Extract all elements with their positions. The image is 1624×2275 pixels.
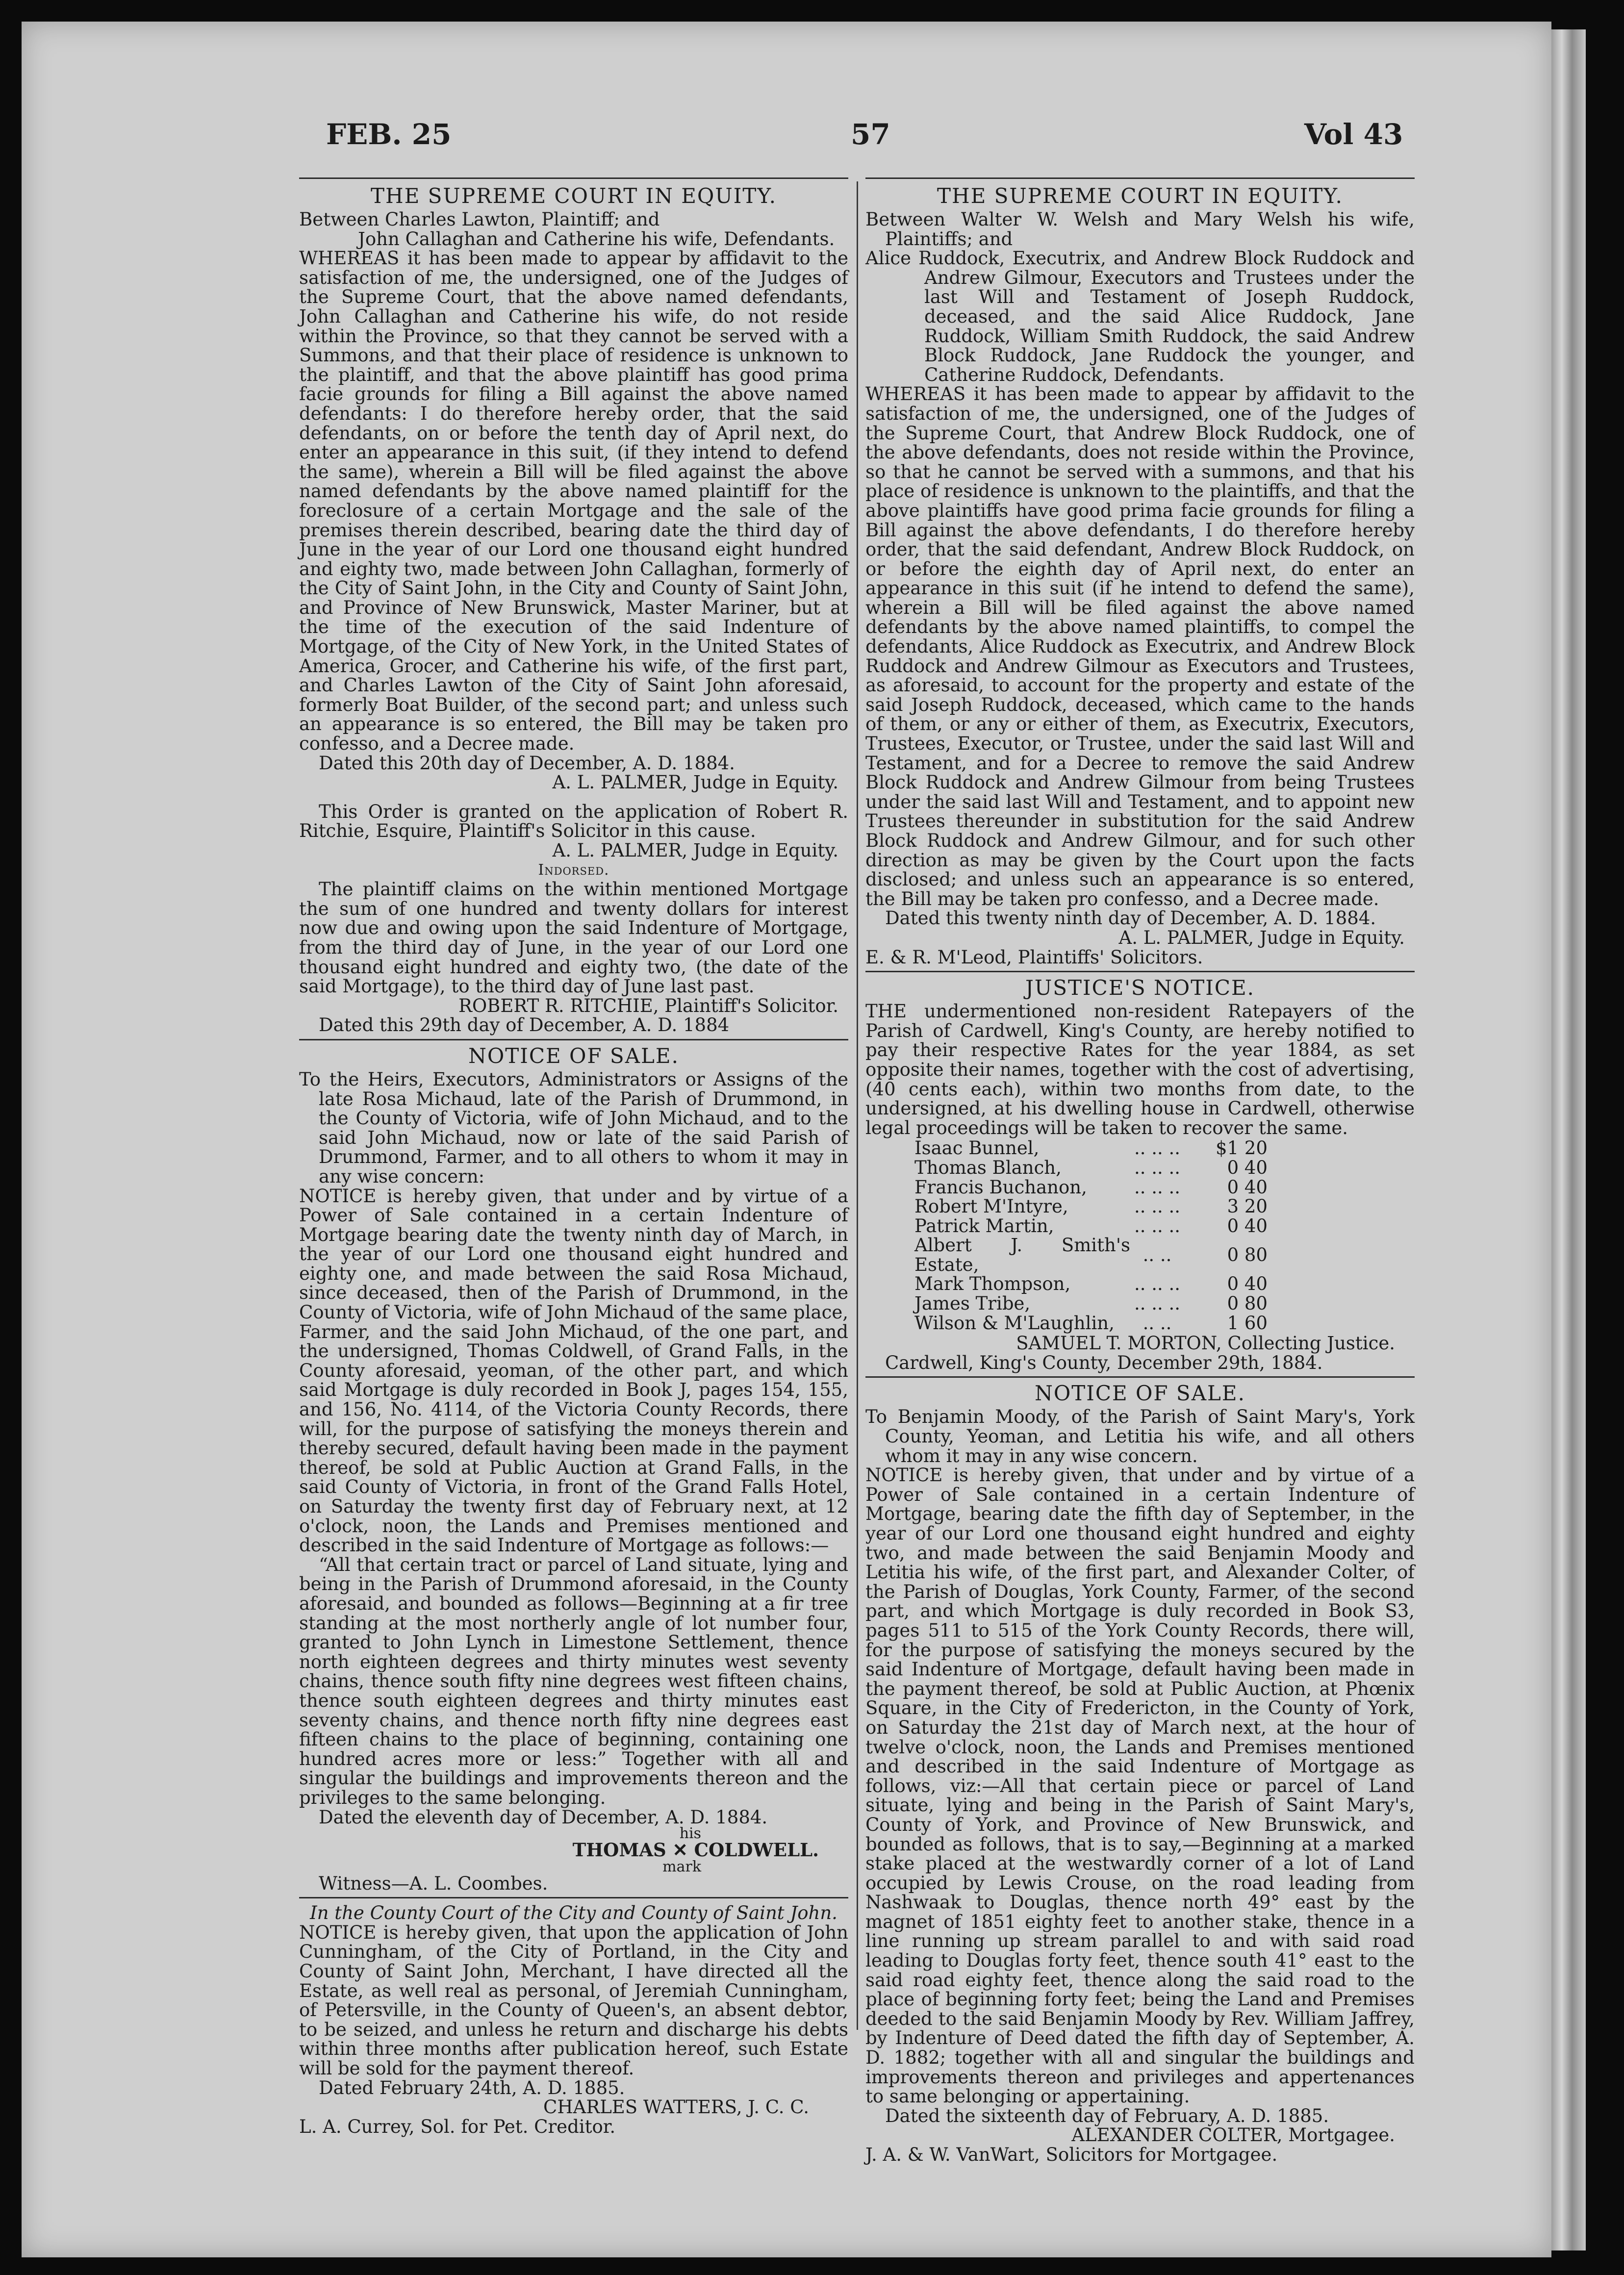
leader-dots: .. .. .. [1134,1176,1181,1198]
notice-title: JUSTICE'S NOTICE. [1025,976,1255,1000]
divider [865,1376,1415,1378]
parties-plaintiffs: Between Walter W. Welsh and Mary Welsh his wife, Plaintiffs; and [865,209,1415,250]
leader-dots: .. .. .. [1134,1293,1181,1314]
notice-addressees: To Benjamin Moody, of the Parish of Saint Mary's, York County, Yeoman, and Letitia his wife, and all others whom it may in any wise concern. [865,1406,1415,1466]
notice-supreme-court-welsh [865,185,1415,967]
left-column [299,185,848,2136]
divider [299,1897,848,1898]
notice-title: In the County Court of the City and County of Saint John. [310,1902,837,1924]
table-row [914,1197,1268,1216]
leader-dots: .. .. .. [1134,1157,1181,1178]
divider [299,1039,848,1040]
rate-amount: $1 20 [1216,1138,1268,1159]
notice-dated-2: Dated this 29th day of December, A. D. 1884 [319,1014,730,1036]
ratepayer-name: Francis Buchanon, [914,1176,1087,1198]
page-edge [1551,29,1586,2250]
parties-defendants: John Callaghan and Catherine his wife, Defendants. [358,228,835,250]
ratepayer-name: Robert M'Intyre, [914,1196,1068,1217]
notice-addressees: To the Heirs, Executors, Administrators or Assigns of the late Rosa Michaud, late of the Parish of Drummond, in the County of Victoria, wife of John Michaud, and to the said John Michaud, now or late of the said Parish of Drummond, Farmer, and to all others to whom it may in any wise concern: [299,1068,848,1187]
header-rule-right [865,177,1415,179]
leader-dots: .. .. [1142,1244,1172,1266]
column-divider [857,181,858,2030]
ratepayer-name: Isaac Bunnel, [914,1138,1040,1159]
leader-dots: .. .. .. [1134,1138,1181,1159]
judge-signature: CHARLES WATTERS, J. C. C. [543,2097,809,2118]
notice-body: NOTICE is hereby given, that under and by virtue of a Power of Sale contained in a certain Indenture of Mortgage bearing date the twenty ninth day of March, in the year of our Lord one thousand eight hundred and eighty one, and made between the said Rosa Michaud, since deceased, then of the Parish of Drummond, in the County of Victoria, wife of John Michaud of the same place, Farmer, and the said John Michaud, of the one part, and the undersigned, Thomas Coldwell, of Grand Falls, in the County aforesaid, yeoman, of the other part, and which said Mortgage is duly recorded in Book J, pages 154, 155, and 156, No. 4114, of the Victoria County Records, there will, for the purpose of satisfying the moneys therein and thereby secured, default having been made in the payment thereof, be sold at Public Auction at Grand Falls, in the said County of Victoria, in front of the Grand Falls Hotel, on Saturday the twenty first day of February next, at 12 o'clock, noon, the Lands and Premises mentioned and described in the said Indenture of Mortgage as follows:— [299,1185,848,1556]
notice-title: THE SUPREME COURT IN EQUITY. [370,184,777,208]
header-rule-left [299,177,848,179]
divider [865,971,1415,972]
notice-body: NOTICE is hereby given, that under and by virtue of a Power of Sale contained in a certain Indenture of Mortgage, bearing date the fifth day of September, in the year of our Lord one thousand eight hundred and eighty two, and made between the said Benjamin Moody and Letitia his wife, of the first part, and Alexander Colter, of the Parish of Douglas, York County, Farmer, of the second part, and which Mortgage is duly recorded in Book S3, pages 511 to 515 of the York County Records, there will, for the purpose of satisfying the moneys secured by the said Indenture of Mortgage, default having been made in the payment thereof, be sold at Public Auction, at Phœnix Square, in the City of Fredericton, in the County of York, on Saturday the 21st day of March next, at the hour of twelve o'clock, noon, the Lands and Premises mentioned and described in the said Indenture of Mortgage as follows, viz:—All that certain piece or parcel of Land situate, lying and being in the Parish of Saint Mary's, County of York, and Province of New Brunswick, and bounded as follows, that is to say,—Beginning at a marked stake placed at the westwardly corner of a lot of Land occupied by Lewis Crouse, on the road leading from Nashwaak to Douglas, thence north 49° east by the magnet of 1851 eighty feet to another stake, thence in a line running up stream parallel to and with said road leading to Douglas forty feet, thence south 41° east to the said road eighty feet, thence along the said road to the place of beginning forty feet; being the Land and Premises deeded to the said Benjamin Moody by Rev. William Jaffrey, by Indenture of Deed dated the fifth day of September, A. D. 1882; together with all and singular the buildings and improvements thereon and privileges and appertenances to same belonging or appertaining. [865,1465,1415,2107]
leader-dots: .. .. .. [1134,1215,1181,1237]
ratepayer-name: Wilson & M'Laughlin, [914,1312,1115,1334]
collector-signature: SAMUEL T. MORTON, Collecting Justice. [1016,1333,1395,1354]
judge-signature: A. L. PALMER, Judge in Equity. [1118,927,1405,948]
notice-justice [865,977,1415,1372]
table-row [914,1274,1268,1294]
header-date: FEB. 25 [326,118,452,151]
notice-body: NOTICE is hereby given, that upon the application of John Cunningham, of the City of Portland, in the City and County of Saint John, Merchant, I have directed all the Estate, as well real as personal, of Jeremiah Cunningham, of Petersville, in the County of Queen's, an absent debtor, to be seized, and unless he return and discharge his debts within three months after publication hereof, such Estate will be sold for the payment thereof. [299,1921,848,2079]
his-label: his [679,1825,701,1843]
judge-signature-2: A. L. PALMER, Judge in Equity. [552,840,838,861]
solicitor-signature: ROBERT R. RITCHIE, Plaintiff's Solicitor. [458,995,838,1016]
judge-signature: A. L. PALMER, Judge in Equity. [552,772,838,793]
notice-title: THE SUPREME COURT IN EQUITY. [937,184,1344,208]
notice-of-sale-moody [865,1383,1415,2164]
land-description: “All that certain tract or parcel of Land situate, lying and being in the Parish of Drummond aforesaid, in the County aforesaid, and bounded as follows—Beginning at a fir tree standing at the most northerly angle of lot number four, granted to John Lynch in Limestone Settlement, thence north eighteen degrees and thirty minutes west seventy chains, thence south fifty nine degrees west fifteen chains, thence south eighteen degrees and thirty minutes east seventy chains, and thence north fifty nine degrees east fifteen chains to the place of beginning, containing one hundred acres more or less:” Together with all and singular the buildings and improvements thereon and the privileges to the same belonging. [299,1554,848,1808]
header-volume: Vol 43 [1304,118,1403,151]
rate-amount: 1 60 [1227,1312,1268,1334]
table-row [914,1236,1268,1274]
ratepayer-name: James Tribe, [914,1293,1031,1314]
solicitor-line: J. A. & W. VanWart, Solicitors for Mortgagee. [865,2144,1278,2165]
table-row [914,1138,1268,1158]
rate-amount: 0 40 [1227,1215,1268,1237]
header-page-number: 57 [851,118,890,151]
table-row [914,1178,1268,1197]
solicitor-line: L. A. Currey, Sol. for Pet. Creditor. [299,2116,616,2137]
witness-line: Witness—A. L. Coombes. [319,1872,548,1894]
table-row [914,1314,1268,1333]
notice-dated: Cardwell, King's County, December 29th, 1884. [885,1352,1323,1373]
notice-county-court [299,1903,848,2136]
right-column [865,185,1415,2165]
leader-dots: .. .. .. [1134,1273,1181,1295]
leader-dots: .. .. [1142,1312,1172,1334]
mortgagee-signature: ALEXANDER COLTER, Mortgagee. [1071,2124,1395,2146]
notice-dated: Dated February 24th, A. D. 1885. [319,2077,625,2098]
notice-dated: Dated this 20th day of December, A. D. 1884. [319,752,735,774]
notice-dated: Dated the sixteenth day of February, A. D. 1885. [885,2105,1329,2126]
notice-title: NOTICE OF SALE. [468,1043,679,1068]
parties-plaintiff: Between Charles Lawton, Plaintiff; and [299,209,660,230]
notice-title: NOTICE OF SALE. [1035,1381,1245,1406]
indorsed-heading: Indorsed. [538,861,609,879]
notice-body: THE undermentioned non-resident Ratepayers of the Parish of Cardwell, King's County, are hereby notified to pay their respective Rates for the year 1884, as set opposite their names, together with the cost of advertising, (40 cents each), within two months from date, to the undersigned, at his dwelling house in Cardwell, otherwise legal proceedings will be taken to recover the same. [865,1001,1415,1138]
rate-amount: 0 40 [1227,1176,1268,1198]
notice-dated: Dated this twenty ninth day of December, A. D. 1884. [885,908,1376,929]
rate-amount: 0 80 [1227,1293,1268,1314]
ratepayer-name: Albert J. Smith's Estate, [914,1235,1130,1275]
notice-body: WHEREAS it has been made to appear by affidavit to the satisfaction of me, the undersigned, one of the Judges of the Supreme Court, that Andrew Block Ruddock, one of the above defendants, does not reside within the Province, so that he cannot be served with a summons, and that his place of residence is unknown to the plaintiffs, and that the above plaintiffs have good prima facie grounds for filing a Bill against the above defendants, I do therefore hereby order, that the said defendant, Andrew Block Ruddock, on or before the eighth day of April next, do enter an appearance in this suit (if he intend to defend the same), wherein a Bill will be filed against the above named defendants by the above named plaintiffs, to compel the defendants, Alice Ruddock as Executrix, and Andrew Block Ruddock and Andrew Gilmour as Executors and Trustees, as aforesaid, to account for the property and estate of the said Joseph Ruddock, deceased, which came to the hands of them, or any or either of them, as Executrix, Executors, Trustees, Executor, or Trustee, under the said last Will and Testament, and for a Decree to remove the said Andrew Block Ruddock and Andrew Gilmour from being Trustees under the said last Will and Testament, and to appoint new Trustees thereunder in substitution for the said Andrew Block Ruddock and Andrew Gilmour, and for such other direction as may be given by the Court upon the facts disclosed; and unless such an appearance is so entered, the Bill may be taken pro confesso, and a Decree made. [865,383,1415,910]
ratepayer-table [914,1138,1268,1333]
table-row [914,1294,1268,1314]
rate-amount: 0 40 [1227,1157,1268,1178]
ratepayer-name: Patrick Martin, [914,1215,1054,1237]
rate-amount: 3 20 [1227,1196,1268,1217]
order-granted: This Order is granted on the application of Robert R. Ritchie, Esquire, Plaintiff's Solicitor in this cause. [299,801,848,842]
signer-name: THOMAS ✕ COLDWELL. [572,1839,819,1861]
rate-amount: 0 80 [1227,1244,1268,1266]
notice-of-sale-michaud [299,1045,848,1893]
leader-dots: .. .. .. [1134,1196,1181,1217]
table-row [914,1158,1268,1178]
ratepayer-name: Mark Thompson, [914,1273,1071,1295]
table-row [914,1216,1268,1236]
plaintiff-claim: The plaintiff claims on the within mentioned Mortgage the sum of one hundred and twenty dollars for interest now due and owing upon the said Indenture of Mortgage, from the third day of June, in the year of our Lord one thousand eight hundred and eighty two, (the date of the said Mortgage), to the third day of June last past. [299,879,848,997]
ratepayer-name: Thomas Blanch, [914,1157,1062,1178]
notice-dated: Dated the eleventh day of December, A. D. 1884. [319,1806,768,1828]
solicitor-line: E. & R. M'Leod, Plaintiffs' Solicitors. [865,946,1203,968]
rate-amount: 0 40 [1227,1273,1268,1295]
notice-supreme-court-lawton [299,185,848,1035]
mark-label: mark [662,1858,701,1875]
parties-defendants: Alice Ruddock, Executrix, and Andrew Block Ruddock and Andrew Gilmour, Executors and Trustees under the last Will and Testament of Joseph Ruddock, deceased, and the said Alice Ruddock, Jane Ruddock, William Smith Ruddock, the said Andrew Block Ruddock, Jane Ruddock the younger, and Catherine Ruddock, Defendants. [865,248,1415,385]
notice-body: WHEREAS it has been made to appear by affidavit to the satisfaction of me, the undersigned, one of the Judges of the Supreme Court, that the above named defendants, John Callaghan and Catherine his wife, do not reside within the Province, so that they cannot be served with a Summons, and that their place of residence is unknown to the plaintiff, and that the above plaintiff has good prima facie grounds for filing a Bill against the above named defendants: I do therefore hereby order, that the said defendants, on or before the tenth day of April next, do enter an appearance in this suit, (if they intend to defend the same), wherein a Bill will be filed against the above named defendants by the above named plaintiff for the foreclosure of a certain Mortgage and the sale of the premises therein described, bearing date the third day of June in the year of our Lord one thousand eight hundred and eighty two, made between John Callaghan, formerly of the City of Saint John, in the City and County of Saint John, and Province of New Brunswick, Master Mariner, but at the time of the execution of the said Indenture of Mortgage, of the City of New York, in the United States of America, Grocer, and Catherine his wife, of the first part, and Charles Lawton of the City of Saint John aforesaid, formerly Boat Builder, of the second part; and unless such an appearance is so entered, the Bill may be taken pro confesso, and a Decree made. [299,248,848,755]
